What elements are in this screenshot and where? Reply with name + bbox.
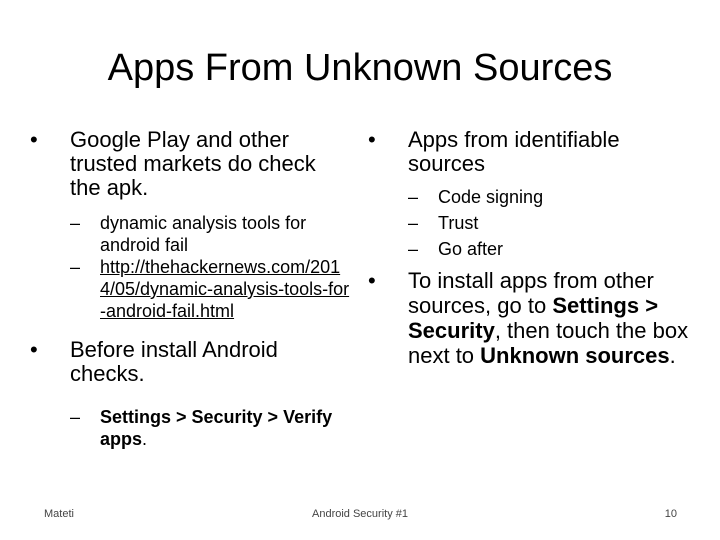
bullet-before-install	[30, 338, 350, 386]
bullet-text: Google Play and other trusted markets do check the apk.	[70, 127, 316, 200]
bullet-identifiable-sources	[368, 128, 698, 176]
bullet-text: To install apps from other sources, go to	[408, 268, 654, 318]
bullet-icon: •	[368, 268, 376, 293]
bullet-install-instructions	[368, 268, 698, 368]
sub-bullet-text: Trust	[438, 213, 479, 233]
footer-title: Android Security #1	[312, 508, 408, 520]
sub-bullet-text: Go after	[438, 239, 504, 259]
sub-bullet-link	[30, 256, 350, 322]
dash-icon: –	[408, 187, 419, 207]
dash-icon: –	[70, 213, 81, 233]
bullet-icon: •	[30, 337, 38, 362]
left-column	[30, 128, 350, 450]
sub-bullet-dynamic-analysis	[30, 212, 350, 256]
dash-icon: –	[70, 407, 81, 427]
dash-icon: –	[408, 213, 419, 233]
hackernews-link[interactable]: http://thehackernews.com/2014/05/dynamic-analysis-tools-for-android-fail.html	[100, 257, 350, 321]
footer-author: Mateti	[44, 508, 74, 520]
period: .	[669, 343, 676, 368]
sub-bullet-go-after	[368, 236, 698, 262]
period: .	[142, 429, 148, 449]
bullet-google-play	[30, 128, 350, 200]
bullet-text: Apps from identifiable sources	[408, 127, 620, 176]
dash-icon: –	[70, 257, 81, 277]
bullet-text-cont: , then touch the box next to	[408, 318, 689, 368]
sub-bullet-text: Code signing	[438, 187, 544, 207]
settings-path: Settings > Security	[408, 293, 659, 343]
slide-title: Apps From Unknown Sources	[107, 47, 613, 89]
bullet-icon: •	[30, 127, 38, 152]
page-number: 10	[664, 508, 677, 520]
sub-bullet-text: dynamic analysis tools for android fail	[100, 213, 307, 255]
unknown-sources-label: Unknown sources	[480, 343, 670, 368]
sub-bullet-code-signing	[368, 184, 698, 210]
sub-bullet-trust	[368, 210, 698, 236]
verify-apps-path: Settings > Security > Verify apps	[100, 407, 333, 449]
bullet-icon: •	[368, 127, 376, 152]
right-column	[368, 128, 698, 368]
dash-icon: –	[408, 239, 419, 259]
sub-bullet-verify-apps	[30, 406, 350, 450]
bullet-text: Before install Android checks.	[70, 337, 278, 386]
